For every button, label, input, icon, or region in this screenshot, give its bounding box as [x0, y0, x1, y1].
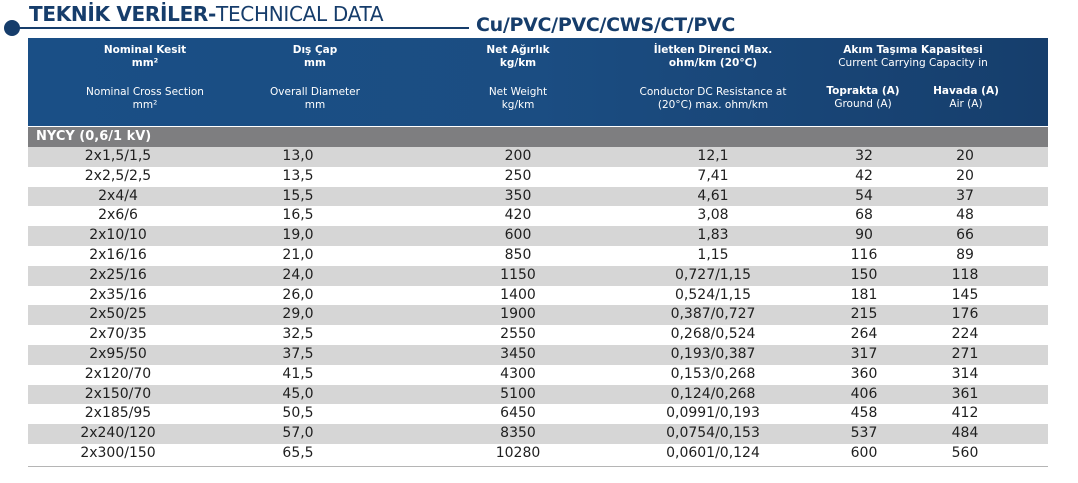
cell-net-weight: 3450	[500, 345, 536, 362]
header-unit: kg/km	[499, 57, 537, 69]
table-header	[28, 38, 1048, 126]
cell-capacity-air: 224	[951, 326, 979, 343]
title-underline	[14, 27, 469, 29]
cell-cross-section: 2x240/120	[80, 425, 156, 442]
cell-dc-resistance: 1,15	[697, 246, 729, 263]
header-text: Akım Taşıma Kapasitesi	[843, 44, 983, 56]
cell-overall-diameter: 15,5	[282, 187, 314, 204]
header-unit-en: mm²	[132, 99, 158, 111]
cell-net-weight: 200	[504, 148, 532, 164]
cell-net-weight: 420	[504, 207, 532, 224]
table-row	[28, 167, 1048, 187]
table-row	[28, 385, 1048, 405]
header-text: Havada (A)	[933, 85, 999, 97]
header-text-en: Current Carrying Capacity in	[838, 57, 988, 69]
cell-net-weight: 8350	[500, 425, 536, 442]
table-row	[28, 365, 1048, 385]
cell-cross-section: 2x16/16	[89, 246, 147, 263]
cell-net-weight: 600	[504, 227, 532, 244]
cell-net-weight: 850	[504, 246, 532, 263]
cell-capacity-ground: 116	[850, 246, 878, 263]
cell-dc-resistance: 12,1	[697, 148, 729, 164]
cell-net-weight: 10280	[495, 444, 541, 461]
cell-dc-resistance: 0,0754/0,153	[666, 425, 760, 442]
cell-dc-resistance: 7,41	[697, 167, 729, 184]
header-text: Nominal Kesit	[103, 44, 187, 56]
page-title	[29, 2, 383, 26]
cell-dc-resistance: 0,0601/0,124	[666, 444, 760, 461]
cable-construction-label: Cu/PVC/PVC/CWS/CT/PVC	[476, 14, 736, 36]
header-text-en: Ground (A)	[834, 98, 892, 110]
header-text-en: Air (A)	[949, 98, 983, 110]
table-row	[28, 187, 1048, 207]
cell-cross-section: 2x6/6	[98, 207, 138, 224]
cell-net-weight: 4300	[500, 365, 536, 382]
cell-overall-diameter: 19,0	[282, 227, 314, 244]
cell-net-weight: 350	[504, 187, 532, 204]
cell-capacity-air: 37	[956, 187, 974, 204]
table-row	[28, 266, 1048, 286]
table-row	[28, 206, 1048, 226]
cell-capacity-ground: 54	[855, 187, 873, 204]
cell-overall-diameter: 41,5	[282, 365, 314, 382]
cell-overall-diameter: 24,0	[282, 266, 314, 283]
cell-capacity-ground: 90	[855, 227, 873, 244]
cell-capacity-air: 89	[956, 246, 974, 263]
table-row	[28, 404, 1048, 424]
table-row	[28, 286, 1048, 306]
cell-cross-section: 2x10/10	[89, 227, 147, 244]
cell-cross-section: 2x1,5/1,5	[84, 148, 152, 164]
cell-capacity-ground: 537	[850, 425, 878, 442]
cell-capacity-air: 20	[956, 167, 974, 184]
cell-overall-diameter: 13,0	[282, 148, 314, 164]
cell-cross-section: 2x50/25	[89, 306, 147, 323]
cell-capacity-ground: 406	[850, 385, 878, 402]
cell-capacity-ground: 360	[850, 365, 878, 382]
cell-cross-section: 2x300/150	[80, 444, 156, 461]
header-unit-en: mm	[304, 99, 326, 111]
cell-overall-diameter: 26,0	[282, 286, 314, 303]
cell-cross-section: 2x4/4	[98, 187, 138, 204]
cell-dc-resistance: 0,0991/0,193	[666, 405, 760, 422]
cell-cross-section: 2x95/50	[89, 345, 147, 362]
cell-capacity-air: 560	[951, 444, 979, 461]
header-text-en: Nominal Cross Section	[86, 86, 204, 98]
cell-overall-diameter: 21,0	[282, 246, 314, 263]
cell-cross-section: 2x150/70	[84, 385, 152, 402]
cell-capacity-ground: 458	[850, 405, 878, 422]
cell-cross-section: 2x70/35	[89, 326, 147, 343]
table-row	[28, 444, 1048, 464]
cell-net-weight: 5100	[500, 385, 536, 402]
cell-capacity-air: 118	[951, 266, 979, 283]
cell-capacity-air: 145	[951, 286, 979, 303]
cell-capacity-ground: 317	[850, 345, 878, 362]
cell-overall-diameter: 16,5	[282, 207, 314, 224]
table-row	[28, 226, 1048, 246]
header-unit: mm	[304, 57, 326, 69]
page-title-bold: TEKNİK VERİLER-	[29, 2, 217, 26]
table-row	[28, 345, 1048, 365]
cell-dc-resistance: 1,83	[697, 227, 729, 244]
cell-dc-resistance: 0,153/0,268	[670, 365, 756, 382]
header-text-en: Overall Diameter	[270, 86, 360, 98]
cell-cross-section: 2x2,5/2,5	[84, 167, 152, 184]
cell-overall-diameter: 57,0	[282, 425, 314, 442]
cell-dc-resistance: 3,08	[697, 207, 729, 224]
cell-cross-section: 2x35/16	[89, 286, 147, 303]
cell-overall-diameter: 50,5	[282, 405, 314, 422]
header-text: Toprakta (A)	[826, 85, 900, 97]
header-ground-capacity	[823, 85, 903, 111]
cell-net-weight: 2550	[500, 326, 536, 343]
header-unit-en: kg/km	[501, 99, 535, 111]
header-nominal-section	[70, 44, 220, 112]
cell-net-weight: 1900	[500, 306, 536, 323]
header-text: Dış Çap	[292, 44, 338, 56]
cell-capacity-ground: 42	[855, 167, 873, 184]
header-unit-en: (20°C) max. ohm/km	[657, 99, 769, 111]
cell-dc-resistance: 0,387/0,727	[670, 306, 756, 323]
cell-dc-resistance: 0,524/1,15	[675, 286, 751, 303]
cell-capacity-air: 484	[951, 425, 979, 442]
cell-dc-resistance: 0,124/0,268	[670, 385, 756, 402]
header-text-en: Net Weight	[488, 86, 548, 98]
cell-capacity-air: 66	[956, 227, 974, 244]
cell-capacity-ground: 215	[850, 306, 878, 323]
table-row	[28, 325, 1048, 345]
header-text-en: Conductor DC Resistance at	[639, 86, 787, 98]
table-bottom-rule	[28, 466, 1048, 467]
cell-overall-diameter: 45,0	[282, 385, 314, 402]
cell-cross-section: 2x185/95	[84, 405, 152, 422]
cell-capacity-air: 176	[951, 306, 979, 323]
cell-capacity-ground: 68	[855, 207, 873, 224]
header-unit: ohm/km (20°C)	[668, 57, 758, 69]
cell-dc-resistance: 0,268/0,524	[670, 326, 756, 343]
cell-dc-resistance: 0,727/1,15	[675, 266, 751, 283]
cell-cross-section: 2x25/16	[89, 266, 147, 283]
cell-overall-diameter: 65,5	[282, 444, 314, 461]
cell-capacity-ground: 600	[850, 444, 878, 461]
cell-cross-section: 2x120/70	[84, 365, 152, 382]
table-row	[28, 246, 1048, 266]
table-row	[28, 305, 1048, 325]
cell-dc-resistance: 4,61	[697, 187, 729, 204]
section-header-nycy	[28, 127, 1048, 147]
header-conductor-resistance	[618, 44, 808, 112]
section-label: NYCY (0,6/1 kV)	[36, 129, 152, 144]
cell-capacity-air: 20	[956, 148, 974, 164]
table-row	[28, 424, 1048, 444]
page-title-regular: TECHNICAL DATA	[216, 2, 384, 26]
cell-dc-resistance: 0,193/0,387	[670, 345, 756, 362]
cell-net-weight: 250	[504, 167, 532, 184]
cell-capacity-ground: 32	[855, 148, 873, 164]
table-body	[28, 147, 1048, 464]
cell-capacity-air: 48	[956, 207, 974, 224]
table-row	[28, 147, 1048, 167]
cell-overall-diameter: 29,0	[282, 306, 314, 323]
header-text: Net Ağırlık	[486, 44, 550, 56]
cell-capacity-air: 271	[951, 345, 979, 362]
cell-capacity-ground: 264	[850, 326, 878, 343]
header-unit: mm²	[131, 57, 159, 69]
cell-net-weight: 1400	[500, 286, 536, 303]
cell-capacity-air: 314	[951, 365, 979, 382]
cell-capacity-ground: 150	[850, 266, 878, 283]
title-bar	[0, 0, 1078, 40]
header-current-capacity	[818, 44, 1008, 70]
header-air-capacity	[926, 85, 1006, 111]
cell-overall-diameter: 32,5	[282, 326, 314, 343]
header-net-weight	[443, 44, 593, 112]
header-overall-diameter	[240, 44, 390, 112]
cell-net-weight: 6450	[500, 405, 536, 422]
cell-capacity-air: 361	[951, 385, 979, 402]
cell-capacity-air: 412	[951, 405, 979, 422]
cell-net-weight: 1150	[500, 266, 536, 283]
header-text: İletken Direnci Max.	[653, 44, 773, 56]
cell-capacity-ground: 181	[850, 286, 878, 303]
cell-overall-diameter: 13,5	[282, 167, 314, 184]
cell-overall-diameter: 37,5	[282, 345, 314, 362]
